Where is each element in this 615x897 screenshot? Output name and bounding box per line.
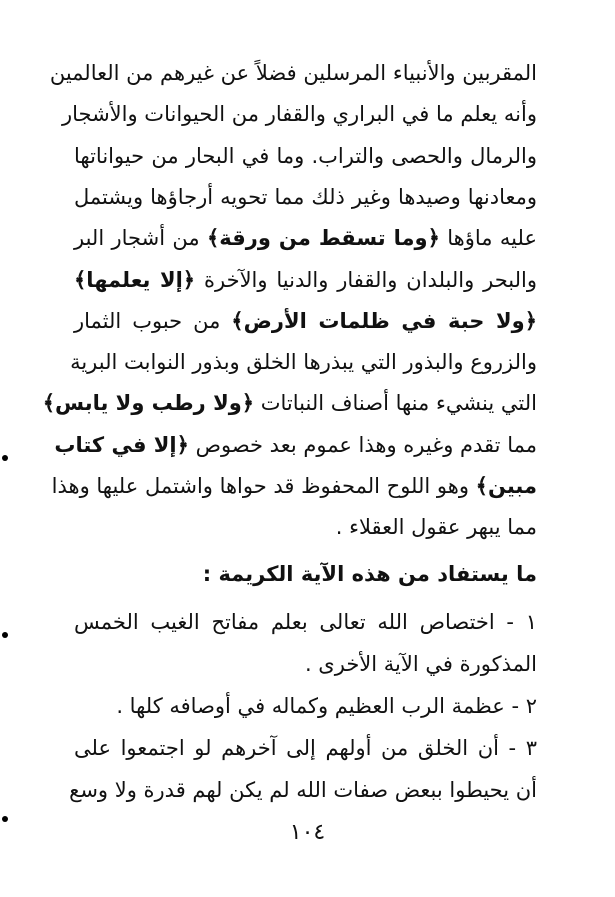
text-run: ٢ - عظمة الرب العظيم وكماله في أوصافه كلها . [116, 694, 537, 718]
text-line [74, 138, 537, 174]
text-run: المذكورة في الآية الأخرى . [304, 652, 537, 676]
text-run: التي ينشيء منها أصناف النباتات [254, 391, 537, 416]
quran-quote: ﴿وما تسقط من ورقة﴾ [207, 226, 440, 251]
text-line [49, 55, 537, 91]
text-run: ٣ - أن الخلق من أولهم إلى آخرهم لو اجتمعوا على [74, 736, 537, 760]
page-number: ١٠٤ [289, 820, 326, 845]
list-line [74, 688, 537, 724]
text-line [74, 220, 537, 256]
quran-quote: ﴿ولا حبة في ظلمات الأرض﴾ [231, 308, 537, 333]
text-line [54, 427, 537, 463]
quran-quote: ﴿إلا يعلمها﴾ [74, 267, 196, 292]
scan-speck [2, 632, 8, 638]
scan-speck [2, 816, 8, 822]
text-run: مما تقدم وغيره وهذا عموم بعد خصوص [188, 432, 537, 457]
quran-quote: مبين﴾ [475, 474, 537, 498]
quran-quote: ﴿ولا رطب ولا يابس﴾ [42, 391, 255, 416]
text-line [74, 179, 537, 215]
text-line [74, 509, 537, 545]
text-line [42, 385, 537, 421]
text-run: وهو اللوح المحفوظ قد حواها واشتمل عليها وهذا [51, 474, 476, 498]
scan-speck [2, 455, 8, 461]
text-run: والرمال والحصى والتراب. وما في البحار من حيواناتها [74, 143, 537, 168]
list-line [69, 772, 537, 808]
text-line [74, 262, 537, 298]
text-run: من أشجار البر [74, 226, 207, 251]
text-line [51, 468, 537, 504]
text-run: المقربين والأنبياء المرسلين فضلاً عن غيرهم من العالمين [49, 61, 537, 85]
text-run: مما يبهر عقول العقلاء . [335, 515, 537, 540]
section-heading: ما يستفاد من هذه الآية الكريمة : [202, 562, 537, 586]
list-line [74, 646, 537, 682]
list-line [74, 604, 537, 640]
text-run: ومعادنها وصيدها وغير ذلك مما تحويه أرجاؤها ويشتمل [74, 184, 537, 209]
text-line [74, 303, 537, 339]
quran-quote: ﴿إلا في كتاب [54, 432, 189, 457]
text-run: وأنه يعلم ما في البراري والقفار من الحيوانات والأشجار [61, 102, 537, 127]
text-line [70, 344, 537, 380]
text-run: من حبوب الثمار [74, 308, 232, 333]
list-line [74, 730, 537, 766]
text-run: والزروع والبذور التي يبذرها الخلق وبذور النوابت البرية [70, 350, 537, 375]
text-run: والبحر والبلدان والقفار والدنيا والآخرة [195, 267, 537, 292]
text-line [61, 96, 537, 132]
text-run: ١ - اختصاص الله تعالى بعلم مفاتح الغيب الخمس [74, 610, 537, 634]
text-run: أن يحيطوا ببعض صفات الله لم يكن لهم قدرة ولا وسع [69, 778, 537, 802]
text-run: عليه ماؤها [439, 226, 537, 251]
